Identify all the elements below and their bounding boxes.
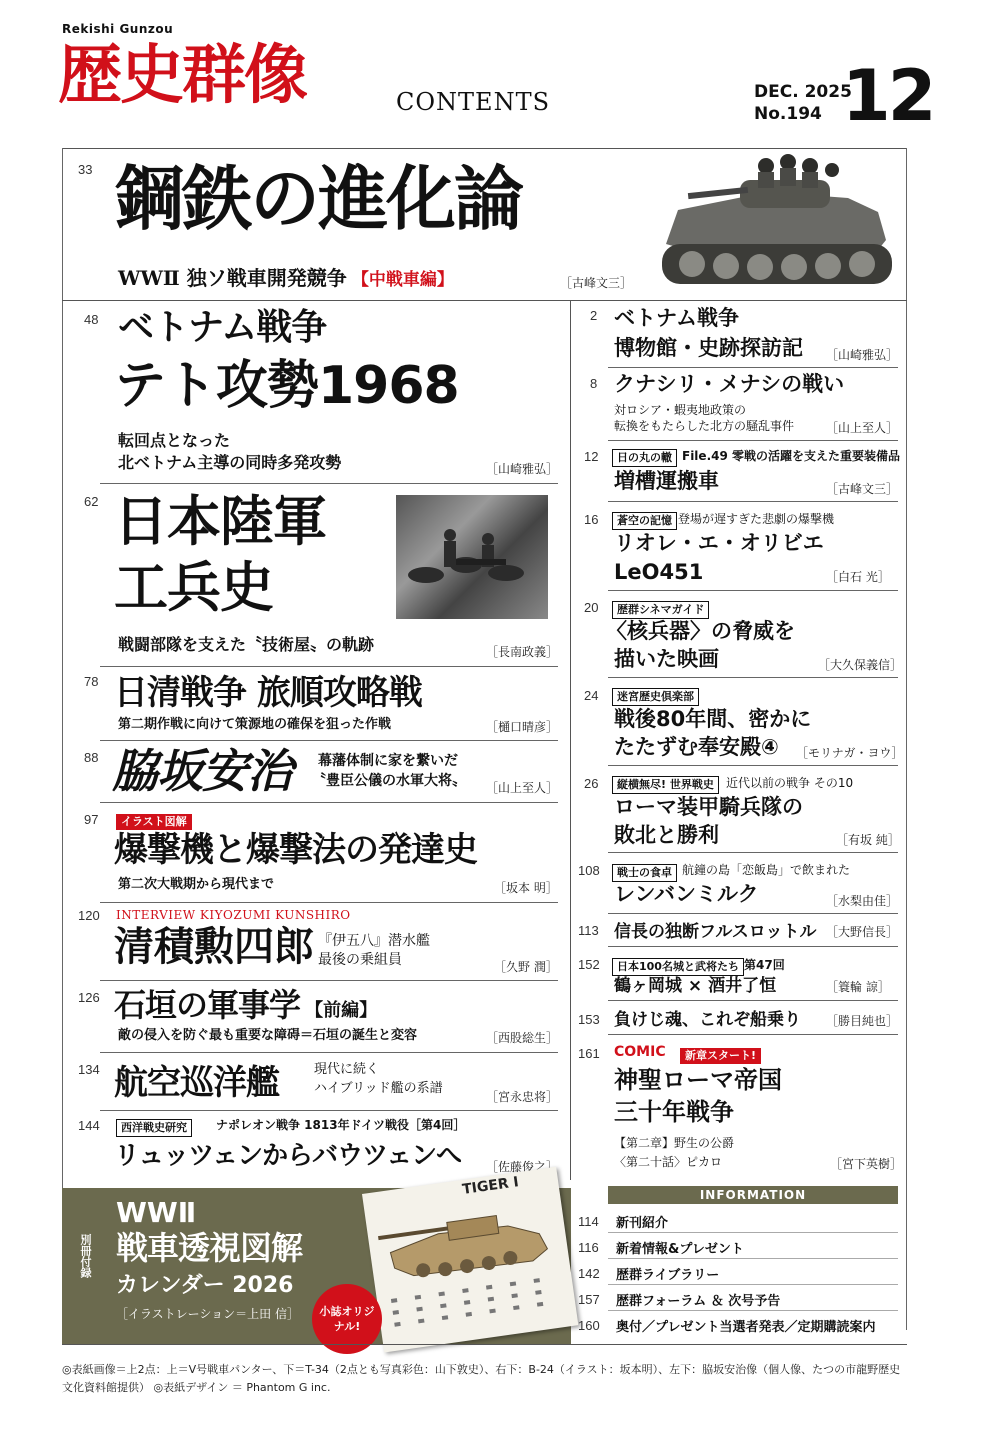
article-title[interactable]: 〈核兵器〉の脅威を	[606, 619, 795, 643]
article-title[interactable]: 脇坂安治	[112, 744, 292, 798]
supplement-title: WWⅡ	[116, 1196, 197, 1229]
bottom-rule	[62, 1344, 907, 1345]
divider	[608, 852, 898, 853]
article-title[interactable]: 戦後80年間、密かに	[614, 707, 812, 731]
info-item[interactable]: 新刊紹介	[616, 1216, 669, 1231]
article-title[interactable]: 敗北と勝利	[614, 823, 719, 847]
divider	[608, 765, 898, 766]
divider	[100, 902, 558, 903]
divider	[100, 1110, 558, 1111]
title-row	[114, 984, 377, 1026]
issue-date: DEC. 2025	[754, 82, 852, 102]
divider	[608, 367, 898, 368]
page-number: 152	[578, 957, 600, 972]
info-item[interactable]: 歴群ライブラリー	[616, 1268, 720, 1283]
page-number: 108	[578, 863, 600, 878]
article-badge: 【前編】	[305, 1000, 378, 1021]
article-subtitle: 最後の乗組員	[318, 952, 402, 968]
article-title[interactable]: ローマ装甲騎兵隊の	[614, 795, 803, 819]
article-subtitle: 北ベトナム主導の同時多発攻勢	[118, 453, 342, 472]
article-author: ［宮永忠将］	[486, 1090, 559, 1104]
article-note: 登場が遅すぎた悲劇の爆撃機	[678, 512, 835, 526]
divider	[608, 1284, 898, 1285]
supplement-title: カレンダー 2026	[116, 1273, 294, 1298]
article-title[interactable]: リュッツェンからバウツェンへ	[114, 1141, 462, 1171]
page-number: 78	[84, 674, 99, 689]
article-author: ［白石 光］	[826, 570, 890, 584]
right-rule	[906, 148, 907, 1330]
page-number: 153	[578, 1012, 600, 1027]
article-author: ［久野 潤］	[494, 960, 558, 974]
supplement-title: 戦車透視図解	[116, 1229, 303, 1267]
article-title[interactable]: 三十年戦争	[614, 1098, 734, 1126]
article-author: ［宮下英樹］	[830, 1157, 903, 1171]
left-rule	[62, 148, 63, 1188]
category-tag: イラスト図解	[116, 810, 192, 830]
page-number: 88	[84, 750, 99, 765]
divider	[100, 1052, 558, 1053]
information-header: INFORMATION	[608, 1186, 898, 1204]
page-number: 120	[78, 908, 100, 923]
page-number: 113	[578, 923, 599, 938]
category-tag: 日の丸の轍	[612, 446, 677, 467]
category-tag: 戦士の食卓	[612, 861, 677, 882]
page-number: 8	[590, 376, 598, 391]
article-title[interactable]: LeO451	[614, 560, 704, 584]
credits-line: 文化資料館提供） ◎表紙デザイン ＝ Phantom G inc.	[62, 1381, 331, 1394]
divider	[100, 740, 558, 741]
article-author: ［簑輪 諒］	[826, 980, 890, 994]
soldiers-photo	[396, 495, 548, 619]
article-author: ［有坂 純］	[836, 833, 900, 847]
category-tag: 歴群シネマガイド	[612, 598, 709, 619]
issue-number: No.194	[754, 104, 822, 124]
article-subtitle: 『伊五八』潜水艦	[318, 933, 430, 949]
article-title[interactable]: クナシリ・メナシの戦い	[614, 372, 845, 396]
article-title[interactable]: ベトナム戦争	[118, 307, 327, 348]
lead-title[interactable]: 鋼鉄の進化論	[114, 158, 522, 240]
page-number: 20	[584, 600, 599, 615]
category-tag: 日本100名城と武将たち	[612, 955, 744, 976]
original-badge: 小誌オリジナル!	[312, 1284, 382, 1354]
info-item[interactable]: 歴群フォーラム ＆ 次号予告	[616, 1294, 781, 1309]
divider	[608, 1310, 898, 1311]
article-title[interactable]: テト攻勢1968	[114, 356, 459, 416]
category-tag: 縦横無尽! 世界戦史	[612, 773, 719, 794]
poster-label: TIGER I	[461, 1174, 520, 1198]
article-author: ［坂本 明］	[494, 881, 558, 895]
article-title[interactable]: 鶴ヶ岡城 × 酒井了恒	[614, 976, 777, 996]
supplement-illustrator: ［イラストレーション＝上田 信］	[116, 1307, 299, 1321]
issue-month: 12	[842, 55, 934, 137]
page-number: 144	[78, 1118, 100, 1133]
page-number: 62	[84, 494, 99, 509]
article-author: ［大野信長］	[826, 925, 899, 939]
article-note: 航鐘の島「恋飯島」で飲まれた	[682, 863, 851, 877]
article-author: ［勝目純也］	[826, 1014, 899, 1028]
article-title[interactable]: 博物館・史跡探訪記	[614, 336, 803, 360]
divider	[608, 946, 898, 947]
divider	[608, 501, 898, 502]
article-note: File.49 零戦の活躍を支えた重要装備品	[682, 449, 900, 463]
credits-line: ◎表紙画像＝上2点：上＝V号戦車パンター、下＝T-34（2点とも写真彩色：山下敦史）、右下：B-24（イラスト：坂本明）、左下：脇坂安治像（個人像、たつの市龍野歴史	[62, 1363, 901, 1376]
divider	[608, 913, 898, 914]
article-subtitle: 戦闘部隊を支えた〝技術屋〟の軌跡	[118, 635, 375, 654]
page-number: 114	[578, 1214, 599, 1229]
page-number: 134	[78, 1062, 100, 1077]
category-tag: 西洋戦史研究	[116, 1116, 192, 1137]
article-author: ［西股総生］	[486, 1031, 559, 1045]
divider	[100, 666, 558, 667]
page-number: 48	[84, 312, 99, 327]
article-title[interactable]: 工兵史	[114, 556, 273, 619]
divider	[608, 590, 898, 591]
article-subtitle: 現代に続く	[314, 1062, 380, 1077]
divider	[608, 1000, 898, 1001]
interview-tag: INTERVIEW KIYOZUMI KUNSHIRO	[116, 908, 351, 922]
article-title[interactable]: 爆撃機と爆撃法の発達史	[114, 830, 477, 870]
article-title[interactable]: 神聖ローマ帝国	[614, 1066, 782, 1094]
page-number: 97	[84, 812, 99, 827]
article-author: ［山崎雅弘］	[486, 462, 559, 476]
lead-subtitle: WWⅡ 独ソ戦車開発競争	[118, 266, 347, 290]
article-author: ［樋口晴彦］	[486, 720, 559, 734]
article-title[interactable]: ベトナム戦争	[614, 306, 739, 330]
tank-photo	[648, 140, 906, 300]
divider	[100, 483, 558, 484]
divider	[100, 980, 558, 981]
article-author: ［古峰文三］	[826, 482, 899, 496]
page-number: 116	[578, 1240, 599, 1255]
masthead-logo: 歴史群像	[58, 39, 306, 113]
article-subtitle: 〈第二十話〉ピカロ	[614, 1155, 723, 1169]
contents-label: CONTENTS	[396, 88, 551, 116]
article-subtitle: 敵の侵入を防ぐ最も重要な障碍＝石垣の誕生と変容	[118, 1028, 418, 1043]
page-number: 33	[78, 162, 93, 177]
page-number: 2	[590, 308, 598, 323]
divider	[608, 440, 898, 441]
divider	[608, 1232, 898, 1233]
article-title[interactable]: 日清戦争 旅順攻略戦	[114, 673, 422, 713]
new-chapter-tag: 新章スタート!	[680, 1044, 761, 1064]
article-title[interactable]: 増槽運搬車	[614, 469, 719, 493]
divider	[100, 802, 558, 803]
divider	[608, 1034, 898, 1035]
article-note: 近代以前の戦争 その10	[726, 776, 854, 790]
article-subtitle: 〝豊臣公儀の水軍大将〟	[312, 773, 466, 789]
article-note: ナポレオン戦争 1813年ドイツ戦役［第4回］	[216, 1118, 466, 1132]
category-tag: 迷宮歴史倶楽部	[612, 685, 699, 706]
divider	[608, 1258, 898, 1259]
article-note: 第47回	[744, 958, 785, 972]
article-title[interactable]: 石垣の軍事学	[114, 986, 301, 1024]
page-number: 26	[584, 776, 599, 791]
article-author: ［山上至人］	[486, 781, 559, 795]
article-subtitle: 第二期作戦に向けて策源地の確保を狙った作戦	[118, 717, 392, 732]
page-number: 12	[584, 449, 599, 464]
column-divider	[570, 300, 571, 1180]
article-author: ［水梨由佳］	[826, 894, 899, 908]
supplement-side-label: 別冊付録	[79, 1234, 92, 1278]
page-number: 160	[578, 1318, 600, 1333]
article-author: ［長南政義］	[486, 645, 559, 659]
supplement-box[interactable]	[62, 1174, 571, 1344]
article-author: ［モリナガ・ヨウ］	[796, 746, 904, 760]
info-item[interactable]: 奥付／プレゼント当選者発表／定期購読案内	[616, 1320, 876, 1335]
article-subtitle: 転回点となった	[118, 431, 231, 450]
lead-bottom-rule	[62, 300, 907, 301]
article-subtitle: 対ロシア・蝦夷地政策の	[614, 403, 747, 417]
divider	[608, 677, 898, 678]
article-subtitle: 第二次大戦期から現代まで	[118, 877, 275, 892]
lead-badge: 【中戦車編】	[351, 270, 454, 290]
lead-author: ［古峰文三］	[560, 276, 633, 290]
article-author: ［佐藤俊之］	[486, 1160, 559, 1174]
article-author: ［山崎雅弘］	[826, 348, 899, 362]
comic-label: COMIC	[614, 1044, 666, 1060]
article-title[interactable]: 日本陸軍	[114, 490, 326, 553]
article-title[interactable]: 負けじ魂、これぞ船乗り	[614, 1010, 801, 1030]
article-title[interactable]: レンバンミルク	[614, 882, 759, 906]
article-title[interactable]: たたずむ奉安殿④	[614, 735, 779, 759]
page-number: 161	[578, 1046, 600, 1061]
page-number: 126	[78, 990, 100, 1005]
article-subtitle: 幕藩体制に家を繋いだ	[318, 753, 458, 769]
article-title[interactable]: 描いた映画	[614, 647, 719, 671]
article-title[interactable]: リオレ・エ・オリビエ	[614, 531, 824, 555]
page-number: 24	[584, 688, 599, 703]
article-subtitle: 転換をもたらした北方の騒乱事件	[614, 419, 795, 433]
lead-subtitle-row	[118, 262, 454, 291]
masthead-romaji: Rekishi Gunzou	[62, 22, 174, 36]
calendar-poster	[362, 1167, 578, 1353]
page-number: 142	[578, 1266, 600, 1281]
article-author: ［山上至人］	[826, 421, 899, 435]
article-title[interactable]: 航空巡洋艦	[114, 1063, 279, 1103]
info-item[interactable]: 新着情報&プレゼント	[616, 1242, 744, 1257]
article-title[interactable]: 清積勲四郎	[114, 923, 314, 970]
page-number: 16	[584, 512, 599, 527]
article-subtitle: ハイブリッド艦の系譜	[314, 1081, 443, 1096]
article-author: ［大久保義信］	[818, 658, 903, 672]
category-tag: 蒼空の記憶	[612, 509, 677, 530]
page-number: 157	[578, 1292, 600, 1307]
article-subtitle: 【第二章】野生の公爵	[614, 1136, 735, 1150]
article-title[interactable]: 信長の独断フルスロットル	[614, 922, 817, 942]
